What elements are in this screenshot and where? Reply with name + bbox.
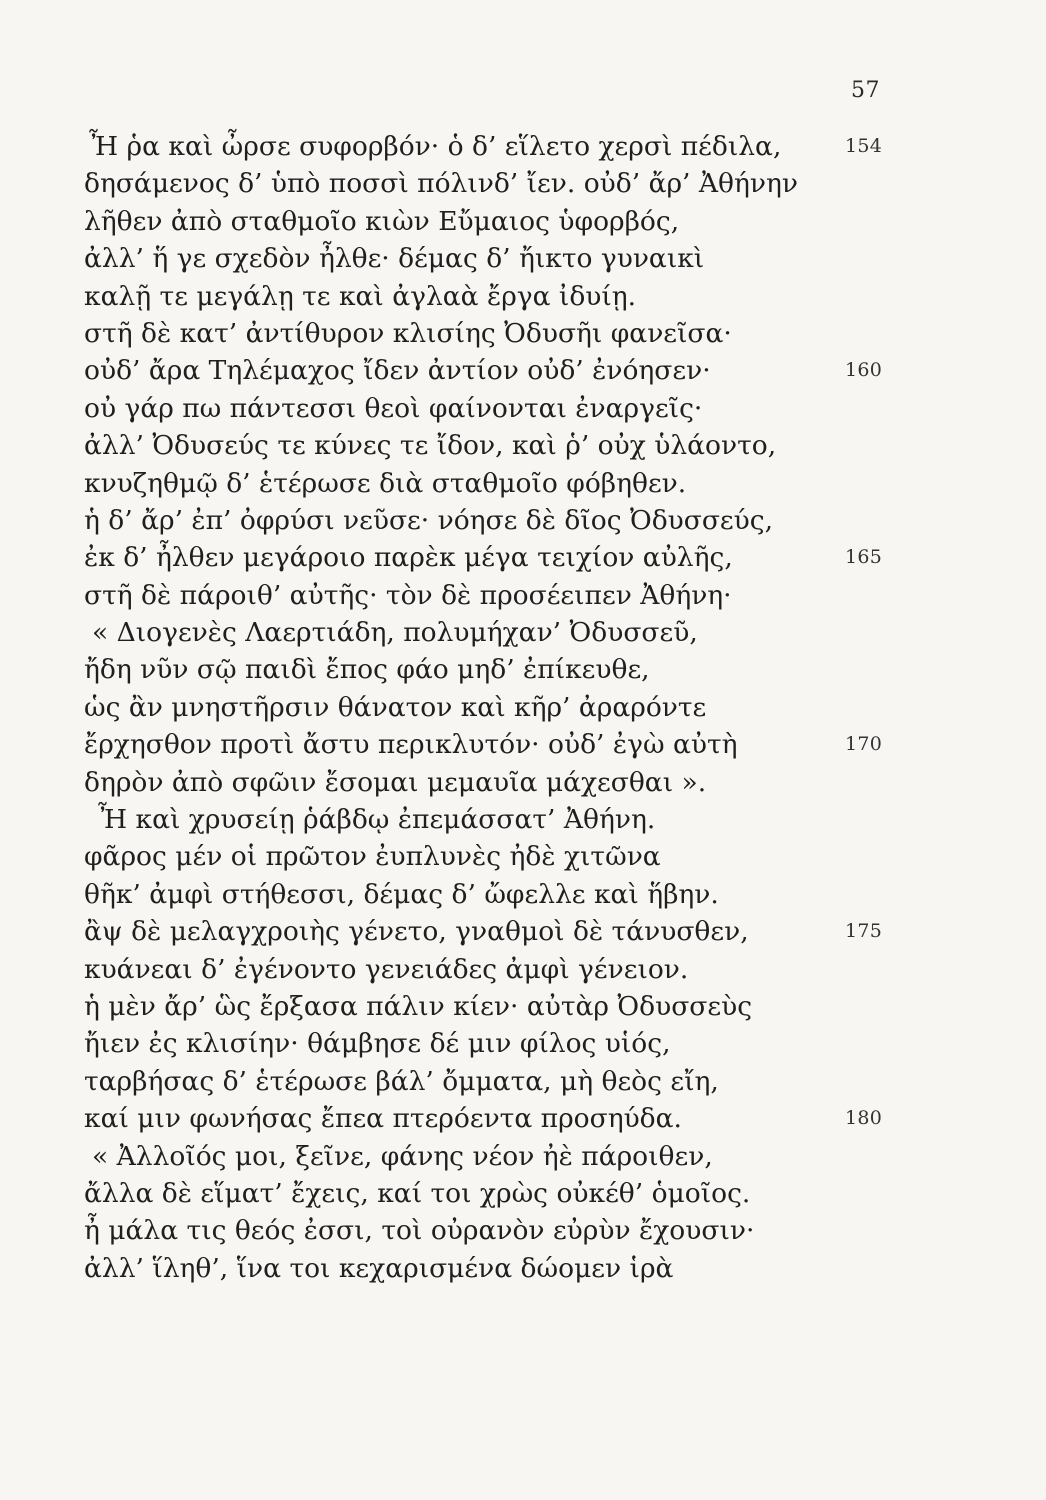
verse-text: καλῇ τε μεγάλῃ τε καὶ ἀγλαὰ ἔργα ἰδυίῃ. (84, 280, 637, 312)
verse-line (84, 1063, 884, 1100)
verse-line (84, 726, 884, 763)
verse-line (84, 801, 884, 838)
verse-line (84, 988, 884, 1025)
verse-line (84, 1212, 884, 1249)
line-number: 175 (845, 920, 883, 943)
verse-line (84, 764, 884, 801)
verse-line (84, 128, 884, 165)
line-number: 160 (845, 359, 883, 382)
verse-text: Ἦ ῥα καὶ ὦρσε συφορβόν· ὁ δ’ εἵλετο χερσὶ πέδιλα, (89, 131, 782, 162)
verse-line (84, 689, 884, 726)
verse-text: ἔρχησθον προτὶ ἄστυ περικλυτόν· οὐδ’ ἐγὼ αὐτὴ (84, 729, 738, 761)
verse-text: ἡ μὲν ἄρ’ ὣς ἔρξασα πάλιν κίεν· αὐτὰρ Ὀδυσσεὺς (84, 990, 753, 1022)
verse-text: ἡ δ’ ἄρ’ ἐπ’ ὀφρύσι νεῦσε· νόησε δὲ δῖος Ὀδυσσεύς, (84, 504, 774, 536)
verse-text: κυάνεαι δ’ ἐγένοντο γενειάδες ἀμφὶ γένειον. (84, 953, 689, 985)
verse-line (84, 1175, 884, 1212)
verse-text: δησάμενος δ’ ὑπὸ ποσσὶ πόλινδ’ ἴεν. οὐδ’ ἄρ’ Ἀθήνην (84, 168, 798, 200)
verse-line (84, 577, 884, 614)
verse-line (84, 614, 884, 651)
verse-text: δηρὸν ἀπὸ σφῶιν ἔσομαι μεμαυῖα μάχεσθαι ». (84, 766, 707, 798)
line-number: 180 (845, 1107, 883, 1130)
verse-line (84, 390, 884, 427)
verse-text: ἀλλ’ Ὀδυσεύς τε κύνες τε ἴδον, καὶ ῥ’ οὐχ ὑλάοντο, (84, 430, 777, 462)
verse-line (84, 1025, 884, 1062)
verse-line (84, 427, 884, 464)
verse-line (84, 352, 884, 389)
verse-text: ἂψ δὲ μελαγχροιὴς γένετο, γναθμοὶ δὲ τάνυσθεν, (84, 916, 749, 948)
verse-line (84, 913, 884, 950)
verse-text: οὐδ’ ἄρα Τηλέμαχος ἴδεν ἀντίον οὐδ’ ἐνόησεν· (84, 355, 711, 387)
verse-text: λῆθεν ἀπὸ σταθμοῖο κιὼν Εὔμαιος ὑφορβός, (84, 205, 680, 237)
verse-text: ἤιεν ἐς κλισίην· θάμβησε δέ μιν φίλος υἱός, (84, 1028, 671, 1060)
page-number: 57 (851, 78, 880, 103)
verse-line (84, 539, 884, 576)
verse-text: κνυζηθμῷ δ’ ἑτέρωσε διὰ σταθμοῖο φόβηθεν. (84, 467, 687, 499)
verse-text: ἀλλ’ ἥ γε σχεδὸν ἦλθε· δέμας δ’ ἤικτο γυναικὶ (84, 243, 705, 275)
verse-line (84, 876, 884, 913)
verse-text: ἤδη νῦν σῷ παιδὶ ἔπος φάο μηδ’ ἐπίκευθε, (84, 654, 650, 686)
verse-text: στῆ δὲ πάροιθ’ αὐτῆς· τὸν δὲ προσέειπεν Ἀθήνη· (84, 579, 732, 611)
verse-line (84, 1250, 884, 1287)
verse-line (84, 203, 884, 240)
verse-text: θῆκ’ ἀμφὶ στήθεσσι, δέμας δ’ ὤφελλε καὶ ἥβην. (84, 878, 719, 910)
verse-text: « Διογενὲς Λαερτιάδη, πολυμήχαν’ Ὀδυσσεῦ, (92, 617, 698, 649)
verse-line (84, 240, 884, 277)
verse-line (84, 278, 884, 315)
verse-line (84, 502, 884, 539)
verse-line (84, 651, 884, 688)
verse-text: στῆ δὲ κατ’ ἀντίθυρον κλισίης Ὀδυσῆι φανεῖσα· (84, 317, 732, 349)
verse-text: ἦ μάλα τις θεός ἐσσι, τοὶ οὐρανὸν εὐρὺν ἔχουσιν· (84, 1215, 755, 1247)
verse-text: οὐ γάρ πω πάντεσσι θεοὶ φαίνονται ἐναργεῖς· (84, 392, 703, 424)
verse-line (84, 1138, 884, 1175)
verse-text: ὡς ἂν μνηστῆρσιν θάνατον καὶ κῆρ’ ἀραρόντε (84, 691, 707, 723)
line-number: 154 (845, 135, 883, 157)
line-number: 165 (845, 546, 883, 569)
verse-text: ἐκ δ’ ἦλθεν μεγάροιο παρὲκ μέγα τειχίον αὐλῆς, (84, 542, 733, 574)
line-number: 170 (845, 733, 883, 756)
verse-text: ἄλλα δὲ εἵματ’ ἔχεις, καί τοι χρὼς οὐκέθ’ ὁμοῖος. (84, 1177, 751, 1209)
verse-line (84, 315, 884, 352)
verse-line (84, 165, 884, 202)
verse-block (84, 128, 884, 1287)
verse-text: καί μιν φωνήσας ἔπεα πτερόεντα προσηύδα. (84, 1103, 682, 1135)
verse-text: ταρβήσας δ’ ἑτέρωσε βάλ’ ὄμματα, μὴ θεὸς εἴη, (84, 1065, 719, 1097)
verse-line (84, 1100, 884, 1137)
verse-line (84, 465, 884, 502)
verse-line (84, 838, 884, 875)
verse-text: « Ἀλλοῖός μοι, ξεῖνε, φάνης νέον ἠὲ πάροιθεν, (92, 1140, 713, 1172)
verse-text: Ἦ καὶ χρυσείῃ ῥάβδῳ ἐπεμάσσατ’ Ἀθήνη. (98, 804, 656, 836)
verse-text: ἀλλ’ ἵληθ’, ἵνα τοι κεχαρισμένα δώομεν ἱρὰ (84, 1252, 674, 1284)
verse-text: φᾶρος μέν οἱ πρῶτον ἐυπλυνὲς ἠδὲ χιτῶνα (84, 841, 661, 873)
verse-line (84, 951, 884, 988)
